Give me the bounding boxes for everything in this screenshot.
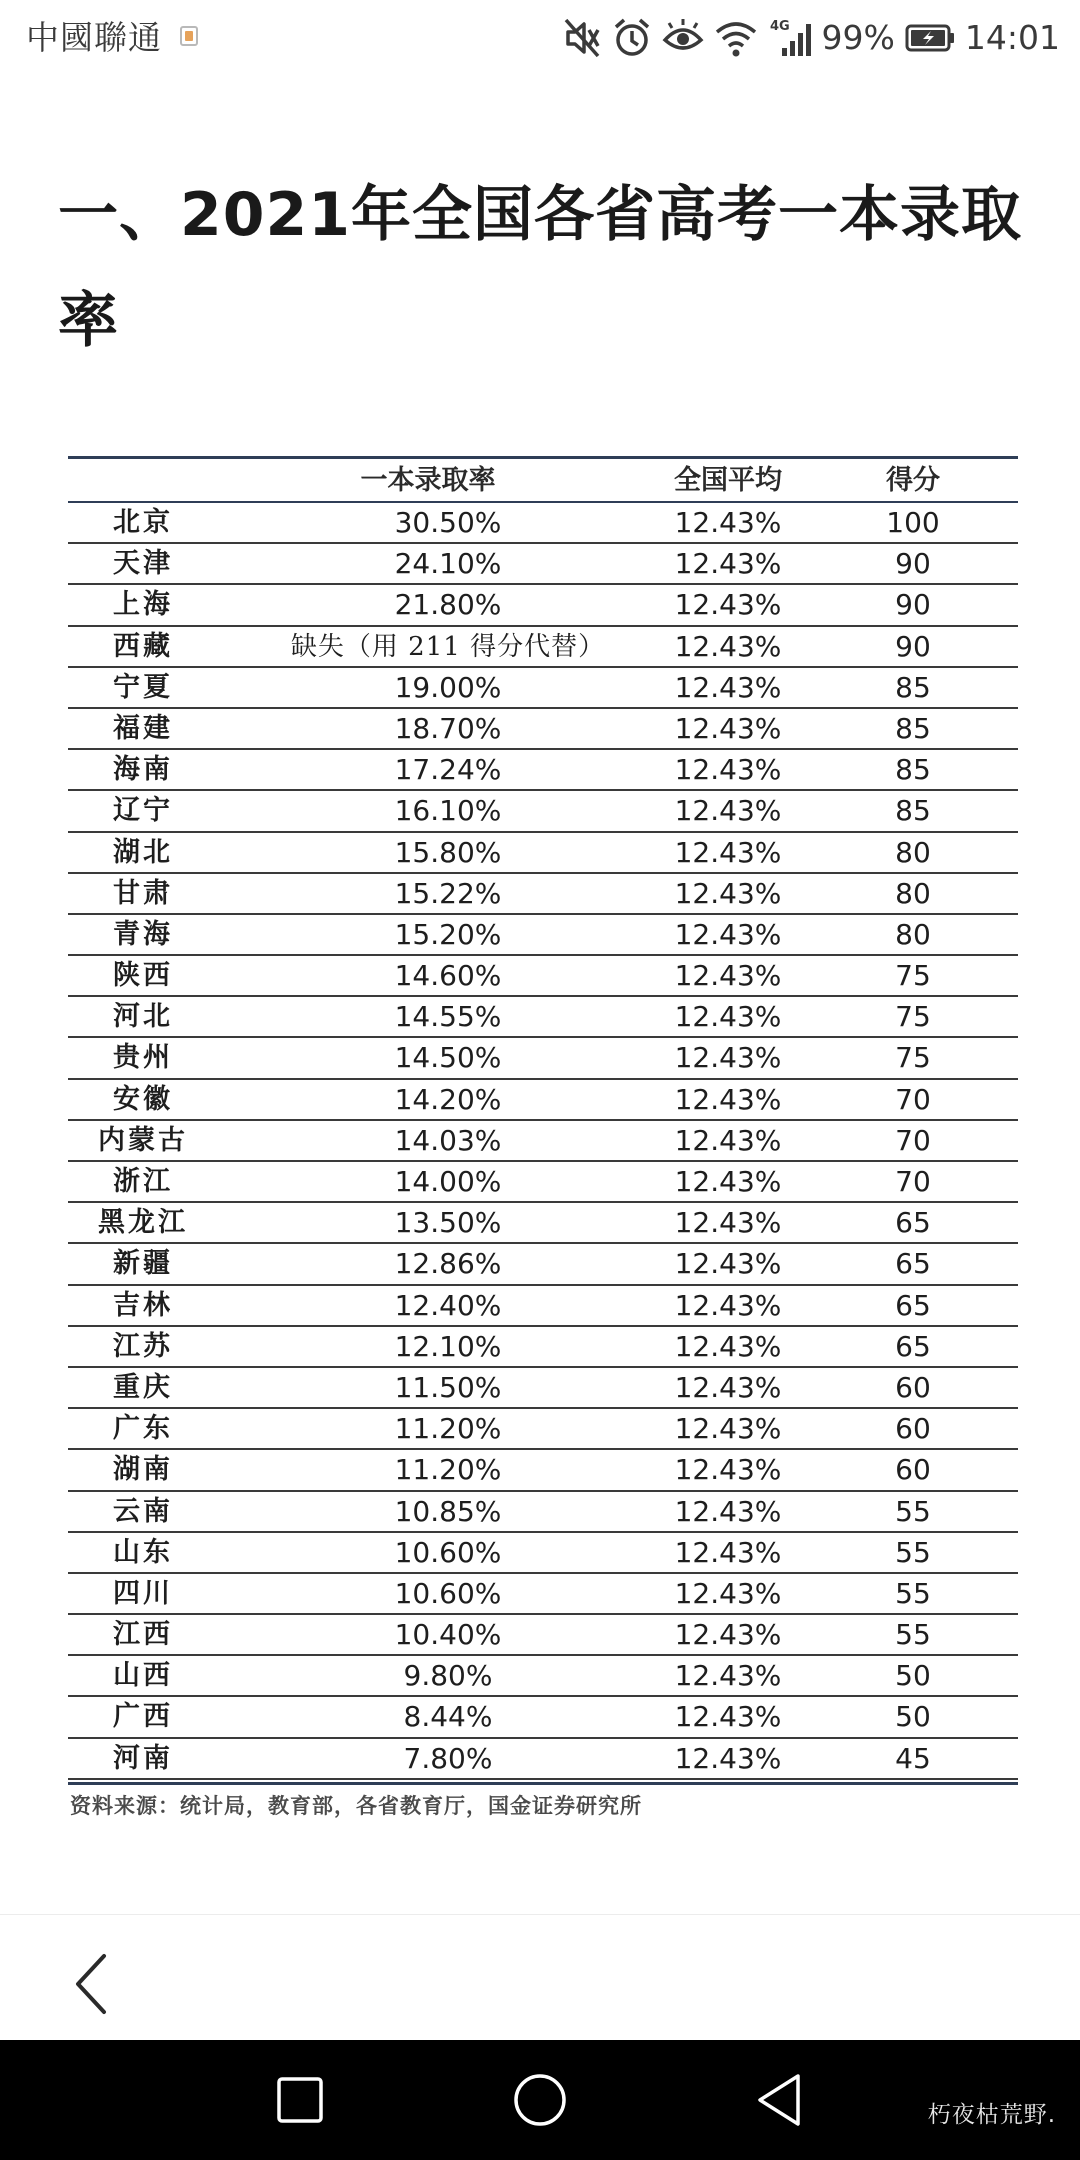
table-row [68,1244,1018,1285]
cell-rate: 11.20% [394,1453,502,1487]
cell-national-average: 12.43% [674,547,782,581]
cell-national-average: 12.43% [674,1041,782,1075]
cell-rate: 8.44% [403,1700,493,1734]
header-province [68,461,228,501]
table-row [68,627,1018,668]
back-triangle-icon [754,2072,806,2128]
cell-national-average: 12.43% [674,1000,782,1034]
cell-province: 福建 [113,712,173,744]
cell-national-average: 12.43% [674,711,782,745]
cell-score: 80 [895,876,931,910]
cell-national-average: 12.43% [674,1123,782,1157]
cell-score: 55 [895,1494,931,1528]
table-row [68,1038,1018,1079]
table-row [68,1327,1018,1368]
cell-score: 80 [895,835,931,869]
cell-province: 天津 [113,548,173,580]
cell-province: 湖北 [113,836,173,868]
eye-comfort-icon [662,16,704,60]
cell-rate: 14.00% [394,1165,502,1198]
cell-national-average: 12.43% [674,1329,782,1363]
cell-score: 55 [895,1576,931,1610]
cell-national-average: 12.43% [674,1494,782,1528]
cell-score: 65 [895,1329,931,1363]
table-header [68,461,1018,503]
cell-national-average: 12.43% [674,1247,782,1281]
cell-rate: 30.50% [394,506,502,539]
cell-score: 90 [895,588,931,622]
table-row [68,1368,1018,1409]
cell-rate: 14.55% [394,1000,502,1034]
cell-province: 山西 [113,1660,173,1692]
table-row [68,585,1018,626]
status-bar [0,0,1080,76]
cell-score: 90 [895,547,931,581]
cell-national-average: 12.43% [674,835,782,869]
cell-province: 湖南 [113,1454,173,1486]
cell-rate: 12.10% [394,1329,502,1363]
cell-score: 75 [895,959,931,993]
cell-province: 河南 [113,1742,173,1774]
watermark: 朽夜枯荒野. [927,2102,1056,2128]
cell-province: 陕西 [113,960,173,992]
table-row [68,1080,1018,1121]
cell-national-average: 12.43% [674,1453,782,1487]
recent-apps-icon [276,2076,324,2124]
cell-score: 50 [895,1700,931,1734]
mute-icon [562,16,602,60]
cell-national-average: 12.43% [674,1535,782,1569]
cell-rate: 24.10% [394,547,502,581]
home-button[interactable] [495,2060,585,2140]
status-icons [552,12,1060,64]
table-row [68,709,1018,750]
cell-rate: 16.10% [394,794,502,828]
cell-rate: 11.50% [394,1370,502,1404]
chevron-left-icon [72,1952,112,2016]
system-nav-bar [0,2040,1080,2160]
cell-rate: 15.22% [394,876,502,910]
cell-score: 50 [895,1659,931,1693]
cell-national-average: 12.43% [674,670,782,704]
clock: 14:01 [964,18,1060,57]
table-row [68,1121,1018,1162]
cell-score: 55 [895,1618,931,1652]
cell-rate: 10.60% [394,1576,502,1610]
cell-score: 70 [895,1165,931,1198]
cell-national-average: 12.43% [674,1700,782,1734]
cell-national-average: 12.43% [674,1659,782,1693]
cell-province: 黑龙江 [98,1207,188,1239]
table-row [68,750,1018,791]
notification-app-icon [180,26,198,46]
cell-province: 江西 [113,1619,173,1651]
cell-rate: 14.20% [394,1082,502,1116]
cell-national-average: 12.43% [674,794,782,828]
cell-score: 45 [895,1741,931,1775]
table-row [68,1409,1018,1450]
cell-province: 安徽 [113,1083,173,1115]
article-title: 一、2021年全国各省高考一本录取率 [58,180,1022,356]
cell-score: 75 [895,1000,931,1034]
table-row [68,1697,1018,1738]
cell-national-average: 12.43% [674,1206,782,1240]
cell-score: 85 [895,794,931,828]
table-row [68,1574,1018,1615]
nav-back-button[interactable] [735,2060,825,2140]
cell-rate: 12.40% [394,1288,502,1322]
cell-province: 北京 [113,507,173,538]
alarm-icon [612,16,652,60]
table-row [68,1450,1018,1491]
cell-province: 云南 [113,1495,173,1527]
cell-score: 65 [895,1288,931,1322]
table-row [68,1533,1018,1574]
table-row [68,1739,1018,1780]
cell-province: 甘肃 [113,877,173,909]
cell-province: 宁夏 [113,671,173,703]
cell-score: 60 [895,1370,931,1404]
cell-province: 四川 [113,1577,173,1609]
back-button[interactable] [52,1944,132,2024]
table-top-rule [68,456,1018,459]
battery-percentage: 99% [821,18,895,57]
cell-province: 广西 [113,1701,173,1733]
cell-score: 60 [895,1412,931,1446]
cell-national-average: 12.43% [674,588,782,622]
header-national-average: 全国平均 [674,465,782,496]
cell-rate: 14.60% [394,959,502,993]
cell-rate: 10.60% [394,1535,502,1569]
table-row [68,503,1018,544]
table-row [68,1615,1018,1656]
table-row [68,874,1018,915]
cell-national-average: 12.43% [674,1576,782,1610]
cell-score: 65 [895,1206,931,1240]
cell-national-average: 12.43% [674,1741,782,1775]
cell-national-average: 12.43% [674,506,782,539]
cell-score: 65 [895,1247,931,1281]
table-row [68,544,1018,585]
table-row [68,997,1018,1038]
cell-national-average: 12.43% [674,1082,782,1116]
cell-score: 70 [895,1123,931,1157]
cell-province: 辽宁 [113,795,173,827]
cell-score: 85 [895,753,931,787]
cell-province: 新疆 [113,1248,173,1280]
table-row [68,1162,1018,1203]
cell-rate: 19.00% [394,670,502,704]
cell-score: 55 [895,1535,931,1569]
cell-rate: 9.80% [403,1659,493,1693]
cell-national-average: 12.43% [674,629,782,663]
cell-national-average: 12.43% [674,1165,782,1198]
cell-province: 海南 [113,754,173,786]
table-row [68,668,1018,709]
cell-national-average: 12.43% [674,1288,782,1322]
cell-national-average: 12.43% [674,917,782,951]
cell-province: 河北 [113,1001,173,1033]
table-bottom-rule [68,1782,1018,1785]
cell-national-average: 12.43% [674,959,782,993]
cell-province: 内蒙古 [98,1124,188,1156]
cell-province: 江苏 [113,1330,173,1362]
cell-national-average: 12.43% [674,876,782,910]
cell-score: 85 [895,670,931,704]
cell-national-average: 12.43% [674,753,782,787]
carrier-name: 中國聯通 [26,18,162,57]
recent-apps-button[interactable] [255,2060,345,2140]
cell-rate: 14.50% [394,1041,502,1075]
source-note: 资料来源：统计局，教育部，各省教育厅，国金证券研究所 [70,1793,642,1819]
cell-rate: 7.80% [403,1741,493,1775]
cell-province: 贵州 [113,1042,173,1074]
cell-rate: 缺失（用 211 得分代替） [290,631,606,662]
cell-province: 浙江 [113,1166,173,1197]
wifi-icon [714,16,758,60]
cell-rate: 11.20% [394,1412,502,1446]
cell-rate: 17.24% [394,753,502,787]
cell-national-average: 12.43% [674,1618,782,1652]
cell-rate: 12.86% [394,1247,502,1281]
cell-national-average: 12.43% [674,1412,782,1446]
home-icon [512,2072,568,2128]
cell-score: 60 [895,1453,931,1487]
table-row [68,915,1018,956]
cell-rate: 15.20% [394,917,502,951]
cell-score: 80 [895,917,931,951]
cell-province: 重庆 [113,1371,173,1403]
cell-province: 西藏 [113,630,173,662]
cell-province: 山东 [113,1536,173,1568]
cell-rate: 14.03% [394,1123,502,1157]
header-score: 得分 [886,465,940,496]
cell-rate: 21.80% [394,588,502,622]
signal-4g-label: 4G [769,19,790,34]
cell-score: 70 [895,1082,931,1116]
cell-province: 广东 [113,1413,173,1445]
cell-score: 100 [886,506,940,539]
cell-rate: 10.40% [394,1618,502,1652]
cell-score: 85 [895,711,931,745]
cell-national-average: 12.43% [674,1370,782,1404]
header-rate: 一本录取率 [360,465,496,496]
table-row [68,791,1018,832]
admission-rate-table [68,456,1018,1848]
table-row [68,956,1018,997]
table-row [68,833,1018,874]
cell-province: 上海 [113,589,173,621]
cell-province: 吉林 [113,1289,173,1321]
table-row [68,1492,1018,1533]
cell-rate: 15.80% [394,835,502,869]
cell-score: 90 [895,629,931,663]
cell-rate: 13.50% [394,1206,502,1240]
cell-rate: 10.85% [394,1494,502,1528]
battery-charging-icon [905,16,955,60]
table-row [68,1203,1018,1244]
table-row [68,1656,1018,1697]
table-row [68,1286,1018,1327]
cell-rate: 18.70% [394,711,502,745]
cell-province: 青海 [113,918,173,950]
toolbar-divider [0,1914,1080,1915]
cell-score: 75 [895,1041,931,1075]
table-body [68,503,1018,1780]
signal-4g-icon [768,16,818,60]
